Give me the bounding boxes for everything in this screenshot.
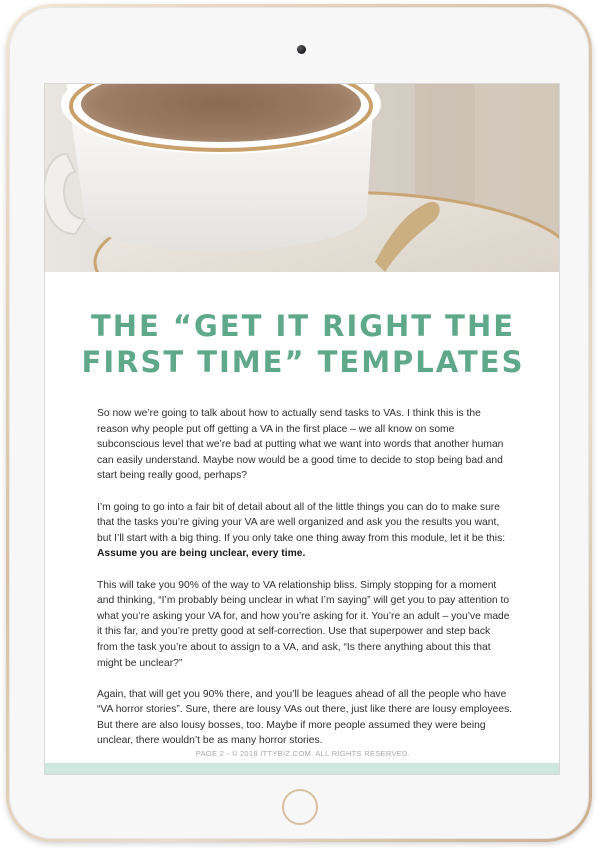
- hero-coffee-cup-image: [45, 84, 560, 272]
- coffee-cup-icon: [45, 84, 560, 272]
- page-title: [45, 308, 560, 380]
- tablet-frame: [6, 4, 592, 842]
- title-line-2: FIRST TIME” TEMPLATES: [81, 345, 525, 379]
- document-page: [44, 83, 560, 775]
- footer-bar: [45, 763, 560, 775]
- paragraph-2: I’m going to go into a fair bit of detail about all of the little things you can do to make sure that the tasks you’re giving your VA are well organized and ask you the results you want, but I’ll start with a big thing. If you only take one thing away from this module, let it be this: Assume you are being unclear, every time.: [97, 501, 506, 560]
- title-line-1: THE “GET IT RIGHT THE: [90, 309, 516, 343]
- tablet-bezel: [9, 7, 589, 839]
- paragraph-4: Again, that will get you 90% there, and you’ll be leagues ahead of all the people who have “VA horror stories”. Sure, there are lousy VAs out there, just like there are lousy employees. But there are also lousy bosses, too. Maybe if more people assumed they were being unclear, there wouldn’t be as many horror stories.: [97, 688, 513, 747]
- camera-icon: [297, 45, 306, 54]
- paragraph-1: So now we’re going to talk about how to actually send tasks to VAs. I think this is the reason why people put off getting a VA in the first place – we all know on some subconscious level that we’re bad at putting what we want into words that another human can easily understand. Maybe now would be a good time to decide to stop being bad and start being really good, perhaps?: [97, 408, 504, 482]
- emphasis-text: Assume you are being unclear, every time.: [97, 548, 306, 560]
- body-text: [97, 406, 513, 765]
- home-button[interactable]: [282, 789, 318, 825]
- page-footer: PAGE 2 - © 2018 ITTYBIZ.COM. ALL RIGHTS RESERVED.: [195, 749, 411, 758]
- paragraph-3: This will take you 90% of the way to VA relationship bliss. Simply stopping for a moment and thinking, “I’m probably being unclear in what I’m saying” will get you to pay attention to what you’re asking your VA for, and how you’re asking for it. You’re an adult – you’ve made it this far, and you’re pretty good at self-correction. Use that superpower and step back from the task you’re about to assign to a VA, and ask, “Is there anything about this that might be unclear?”: [97, 579, 510, 669]
